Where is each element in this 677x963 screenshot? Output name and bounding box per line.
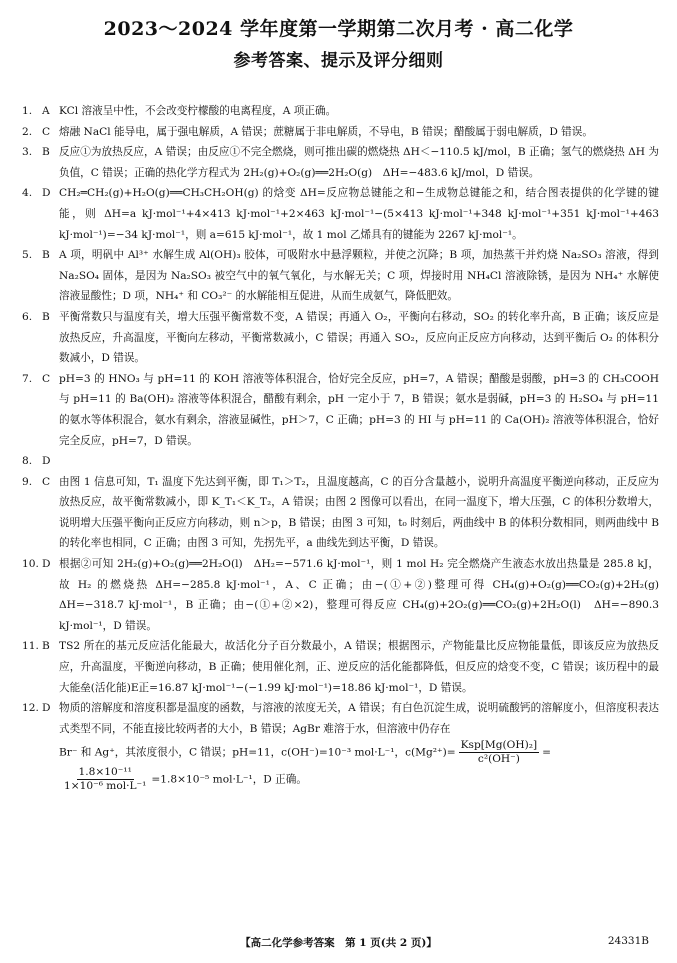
answer-item-7 bbox=[22, 369, 659, 451]
item-number: 10. bbox=[22, 558, 39, 571]
item-answer: C bbox=[42, 372, 51, 385]
item-number: 7. bbox=[22, 372, 33, 385]
item-answer: C bbox=[42, 475, 51, 488]
answer-item-1 bbox=[22, 101, 659, 122]
ksp-fraction bbox=[459, 739, 539, 766]
page-footer: 【高二化学参考答案 第 1 页(共 2 页)】 bbox=[240, 937, 437, 949]
answer-item-9 bbox=[22, 472, 659, 554]
item-number: 2. bbox=[22, 125, 33, 138]
answer-item-10 bbox=[22, 554, 670, 636]
item-number: 9. bbox=[22, 475, 33, 488]
item-number: 6. bbox=[22, 310, 33, 323]
item-explanation: CH₂═CH₂(g)+H₂O(g)══CH₃CH₂OH(g) 的焓变 ΔH=反应物总键能之和−生成物总键能之和，结合图表提供的化学键的键能，则 ΔH=a kJ·mol⁻¹+4×413 kJ·mol⁻¹+2×463 kJ·mol⁻¹−(5×413 kJ·mol⁻¹+348 kJ·mol⁻¹+351 kJ·mol⁻¹+463 kJ·mol⁻¹)=−34 kJ·mol⁻¹，则 a=615 kJ·mol⁻¹，故 1 mol 乙烯具有的键能为 2267 kJ·mol⁻¹。 bbox=[59, 187, 659, 241]
item-answer: A bbox=[42, 105, 50, 117]
answer-item-12-continuation bbox=[22, 739, 659, 793]
answer-item-2 bbox=[22, 122, 659, 143]
answer-item-6 bbox=[22, 307, 659, 369]
ksp-denominator: c²(OH⁻) bbox=[477, 753, 520, 766]
value-denominator: 1×10⁻⁶ mol·L⁻¹ bbox=[64, 780, 147, 793]
item-answer: B bbox=[42, 640, 50, 653]
item-answer: D bbox=[42, 702, 51, 715]
answer-list bbox=[22, 101, 670, 793]
item-answer: B bbox=[42, 146, 50, 159]
item-answer: D bbox=[42, 187, 51, 200]
item-answer: B bbox=[42, 249, 50, 262]
item-explanation: 由图 1 信息可知，T₁ 温度下先达到平衡，即 T₁＞T₂，且温度越高，C 的百分含量越小，说明升高温度平衡逆向移动，正反应为放热反应，故平衡常数减小，即 K_T₁＜K_T₂，A 错误；由图 2 图像可以看出，在同一温度下，增大压强，C 的体积分数增大，说明增大压强平衡向正反应方向移动，则 n＞p，B 错误；由图 3 可知，t₀ 时刻后，两曲线中 B 的体积分数相同，则两曲线中 B 的转化率也相同，C 正确；由图 3 可知，先拐先平，a 曲线先到达平衡，D 错误。 bbox=[59, 475, 659, 550]
item-explanation: A 项，明矾中 Al³⁺ 水解生成 Al(OH)₃ 胶体，可吸附水中悬浮颗粒，并使之沉降；B 项，加热蒸干并灼烧 Na₂SO₃ 溶液，得到 Na₂SO₄ 固体，是因为 Na₂SO₃ 被空气中的氧气氧化，与水解无关；C 项，焊接时用 NH₄Cl 溶液除锈，是因为 NH₄⁺ 水解使溶液显酸性；D 项，NH₄⁺ 和 CO₃²⁻ 的水解能相互促进，从而生成氨气，降低肥效。 bbox=[59, 249, 659, 303]
item-number: 12. bbox=[22, 702, 39, 715]
item-explanation: pH=3 的 HNO₃ 与 pH=11 的 KOH 溶液等体积混合，恰好完全反应，pH=7，A 错误；醋酸是弱酸，pH=3 的 CH₃COOH 与 pH=11 的 Ba(OH)₂ 溶液等体积混合，醋酸有剩余，pH 一定小于 7，B 错误；氨水是弱碱，pH=3 的 H₂SO₄ 与 pH=11 的氨水等体积混合，氨水有剩余，溶液显碱性，pH＞7，C 正确；pH=3 的 HI 与 pH=11 的 Ca(OH)₂ 溶液等体积混合，恰好完全反应，pH=7，D 错误。 bbox=[59, 372, 659, 447]
answer-item-4 bbox=[22, 183, 659, 245]
page-subtitle: 参考答案、提示及评分细则 bbox=[233, 51, 444, 71]
answer-item-3 bbox=[22, 142, 659, 183]
item-number: 3. bbox=[22, 146, 33, 159]
item-explanation: 根据②可知 2H₂(g)+O₂(g)══2H₂O(l) ΔH₂=−571.6 kJ·mol⁻¹，则 1 mol H₂ 完全燃烧产生液态水放出热量是 285.8 kJ，故 H₂ 的燃烧热 ΔH=−285.8 kJ·mol⁻¹，A、C 正确；由−(①+②)整理可得 CH₄(g)+O₂(g)══CO₂(g)+2H₂(g) ΔH=−318.7 kJ·mol⁻¹，B 正确；由−(①+②×2)，整理可得反应 CH₄(g)+2O₂(g)══CO₂(g)+2H₂O(l) ΔH=−890.3 kJ·mol⁻¹，D 错误。 bbox=[59, 558, 670, 632]
value-fraction bbox=[62, 766, 148, 793]
item-answer: B bbox=[42, 310, 50, 323]
item-answer: D bbox=[42, 455, 51, 468]
item-number: 5. bbox=[22, 249, 33, 262]
paper-code: 24331B bbox=[607, 935, 649, 947]
item-explanation: KCl 溶液呈中性，不会改变柠檬酸的电离程度，A 项正确。 bbox=[59, 105, 337, 117]
item-explanation: 反应①为放热反应，A 错误；由反应①不完全燃烧，则可推出碳的燃烧热 ΔH＜−110.5 kJ/mol，B 正确；氢气的燃烧热 ΔH 为负值，C 错误；正确的热化学方程式为 2H₂(g)+O₂(g)══2H₂O(g) ΔH=−483.6 kJ/mol，D 错误。 bbox=[59, 146, 659, 179]
item-answer: C bbox=[42, 125, 51, 138]
item12-result: =1.8×10⁻⁵ mol·L⁻¹，D 正确。 bbox=[151, 773, 307, 786]
item-explanation: TS2 所在的基元反应活化能最大，故活化分子百分数最小，A 错误；根据图示，产物能量比反应物能量低，即该反应为放热反应，升高温度，平衡逆向移动，B 正确；使用催化剂，正、逆反应的活化能都降低，但反应的焓变不变，C 错误；该历程中的最大能垒(活化能)E正=16.87 kJ·mol⁻¹−(−1.99 kJ·mol⁻¹)=18.86 kJ·mol⁻¹，D 错误。 bbox=[59, 640, 659, 694]
answer-item-12 bbox=[22, 698, 659, 739]
item-explanation bbox=[59, 451, 659, 472]
item-explanation: 平衡常数只与温度有关，增大压强平衡常数不变，A 错误；再通入 O₂，平衡向右移动，SO₂ 的转化率升高，B 正确；该反应是放热反应，升高温度，平衡向左移动，平衡常数减小，C 错误；再通入 SO₂，反应向正反应方向移动，达到平衡后 O₂ 的体积分数减小，D 错误。 bbox=[59, 310, 659, 365]
answer-item-5 bbox=[22, 245, 659, 307]
answer-item-8 bbox=[22, 451, 659, 472]
item-explanation: 熔融 NaCl 能导电，属于强电解质，A 错误；蔗糖属于非电解质，不导电，B 错误；醋酸属于弱电解质，D 错误。 bbox=[59, 125, 593, 138]
page-title: 2023～2024 学年度第一学期第二次月考 · 高二化学 bbox=[103, 18, 574, 40]
equals-sign: = bbox=[542, 746, 551, 759]
item-number: 8. bbox=[22, 455, 33, 468]
item12-lead-text: Br⁻ 和 Ag⁺，其浓度很小，C 错误；pH=11，c(OH⁻)=10⁻³ mol·L⁻¹，c(Mg²⁺)= bbox=[59, 746, 456, 759]
ksp-numerator: Ksp[Mg(OH)₂] bbox=[460, 739, 538, 752]
item-answer: D bbox=[42, 558, 51, 571]
answer-item-11 bbox=[22, 636, 659, 698]
item-explanation: 物质的溶解度和溶度积都是温度的函数，与溶液的浓度无关，A 错误；有白色沉淀生成，说明硫酸钙的溶解度小，但溶度积表达式类型不同，不能直接比较两者的大小，B 错误；AgBr 难溶于水，但溶液中仍存在 bbox=[59, 702, 659, 735]
item-number: 11. bbox=[22, 640, 39, 653]
item-number: 1. bbox=[22, 105, 33, 117]
item-number: 4. bbox=[22, 187, 33, 200]
value-numerator: 1.8×10⁻¹¹ bbox=[78, 766, 132, 779]
